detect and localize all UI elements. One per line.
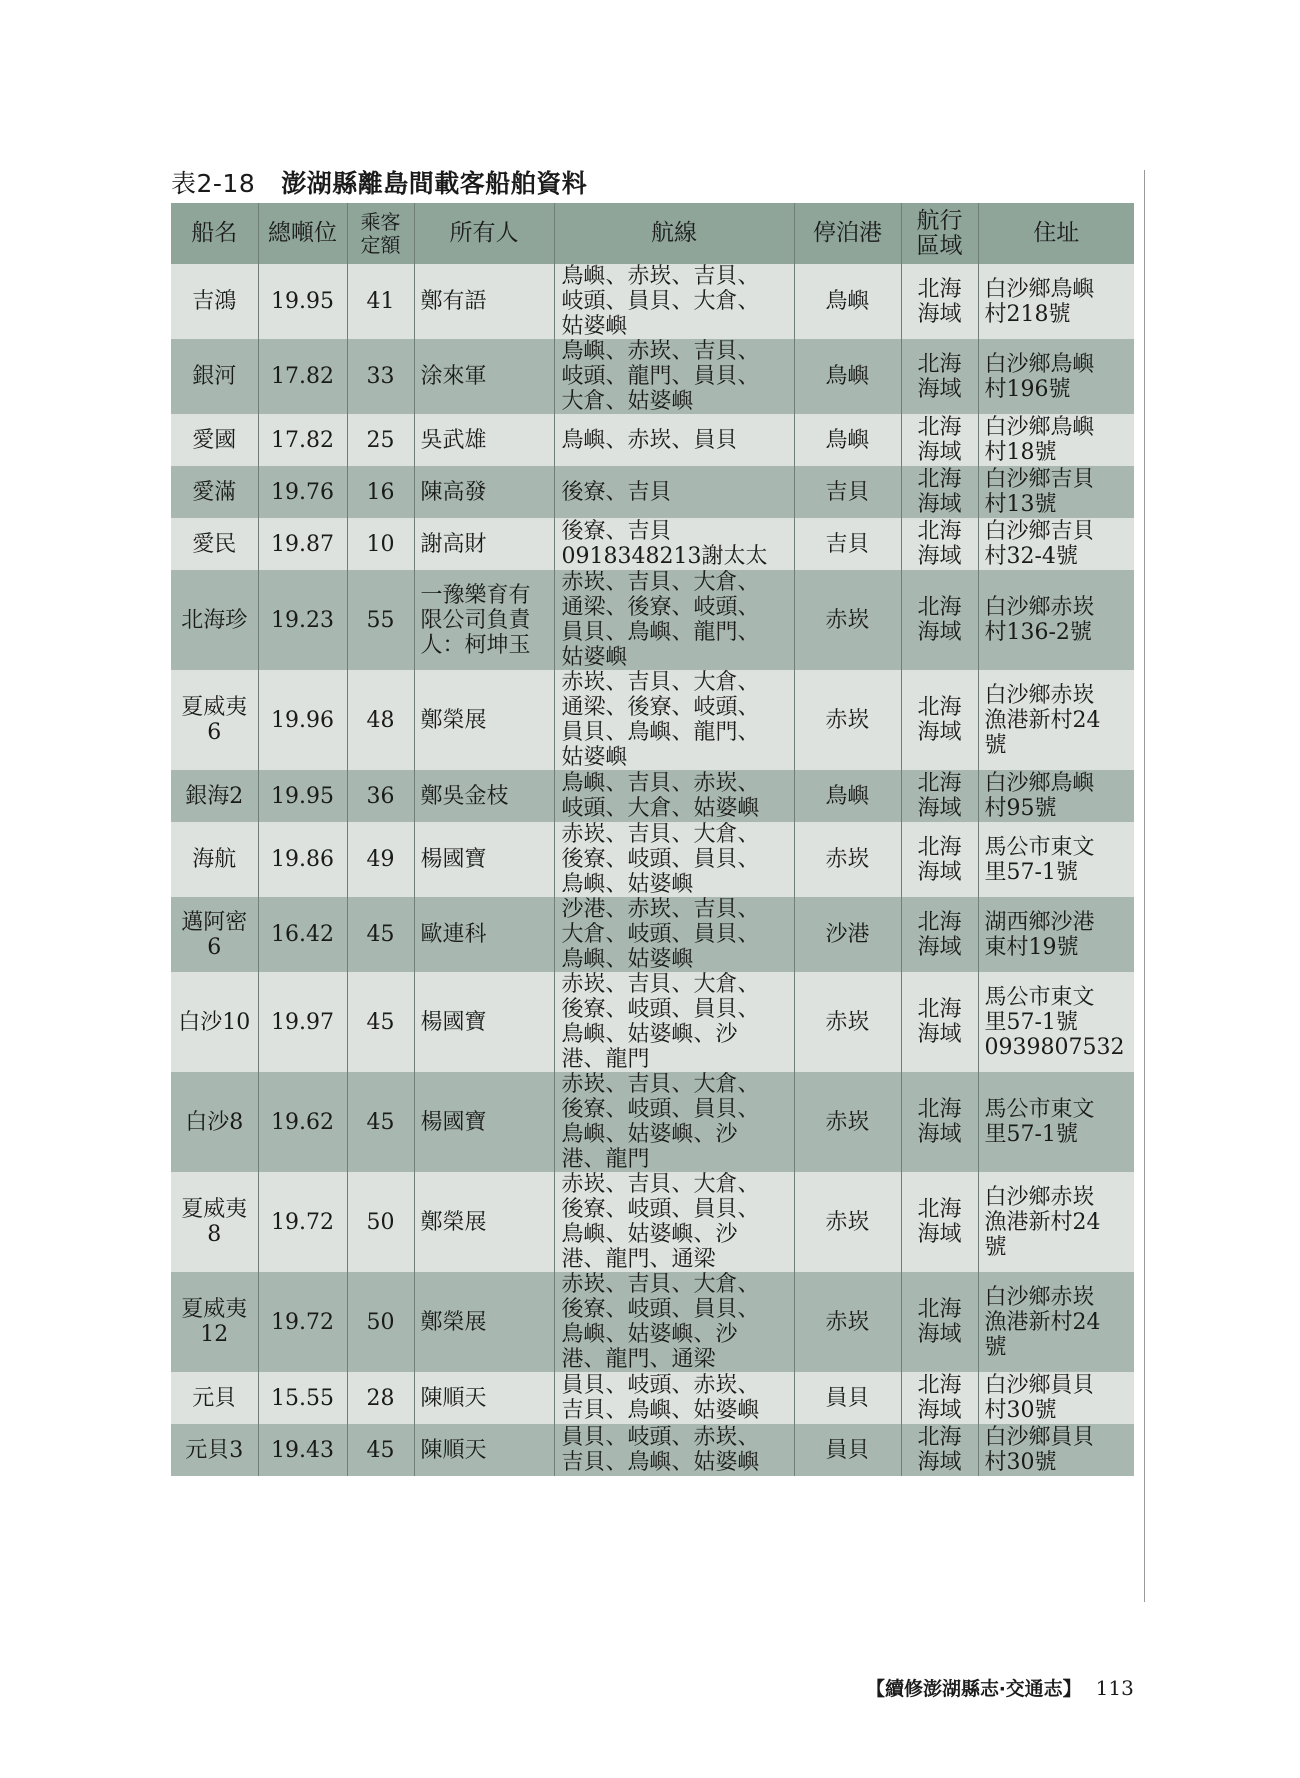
cell-name: 北海珍	[171, 570, 258, 670]
page-number: 113	[1095, 1676, 1134, 1700]
cell-address: 白沙鄉鳥嶼 村196號	[978, 339, 1134, 414]
cell-address: 白沙鄉員貝 村30號	[978, 1424, 1134, 1476]
table-row	[171, 1272, 1134, 1372]
cell-owner: 楊國寶	[414, 822, 554, 897]
cell-name: 夏威夷 8	[171, 1172, 258, 1272]
cell-capacity: 33	[347, 339, 414, 414]
cell-port: 沙港	[794, 897, 901, 972]
cell-port: 員貝	[794, 1424, 901, 1476]
cell-name: 吉鴻	[171, 264, 258, 339]
header-name: 船名	[171, 203, 258, 264]
cell-region: 北海 海域	[901, 518, 978, 570]
cell-port: 赤崁	[794, 570, 901, 670]
cell-region: 北海 海域	[901, 897, 978, 972]
cell-tonnage: 19.43	[258, 1424, 347, 1476]
cell-route: 赤崁、吉貝、大倉、 後寮、岐頭、員貝、 鳥嶼、姑婆嶼、沙 港、龍門、通梁	[554, 1272, 794, 1372]
cell-tonnage: 19.95	[258, 770, 347, 822]
cell-name: 愛國	[171, 414, 258, 466]
cell-name: 銀海2	[171, 770, 258, 822]
cell-address: 湖西鄉沙港 東村19號	[978, 897, 1134, 972]
cell-name: 白沙8	[171, 1072, 258, 1172]
cell-tonnage: 19.86	[258, 822, 347, 897]
cell-region: 北海 海域	[901, 1372, 978, 1424]
cell-tonnage: 19.72	[258, 1272, 347, 1372]
cell-address: 白沙鄉吉貝 村32-4號	[978, 518, 1134, 570]
cell-address: 白沙鄉鳥嶼 村18號	[978, 414, 1134, 466]
cell-port: 吉貝	[794, 518, 901, 570]
cell-capacity: 41	[347, 264, 414, 339]
table-row	[171, 897, 1134, 972]
cell-address: 白沙鄉鳥嶼 村95號	[978, 770, 1134, 822]
cell-route: 赤崁、吉貝、大倉、 後寮、岐頭、員貝、 鳥嶼、姑婆嶼、沙 港、龍門	[554, 1072, 794, 1172]
cell-route: 鳥嶼、赤崁、吉貝、 岐頭、龍門、員貝、 大倉、姑婆嶼	[554, 339, 794, 414]
cell-route: 員貝、岐頭、赤崁、 吉貝、鳥嶼、姑婆嶼	[554, 1372, 794, 1424]
ship-table-body	[171, 264, 1134, 1476]
table-row	[171, 414, 1134, 466]
cell-tonnage: 17.82	[258, 414, 347, 466]
cell-tonnage: 19.87	[258, 518, 347, 570]
cell-region: 北海 海域	[901, 770, 978, 822]
cell-capacity: 16	[347, 466, 414, 518]
cell-owner: 鄭榮展	[414, 670, 554, 770]
cell-capacity: 45	[347, 897, 414, 972]
cell-port: 鳥嶼	[794, 414, 901, 466]
cell-port: 鳥嶼	[794, 339, 901, 414]
cell-region: 北海 海域	[901, 1272, 978, 1372]
cell-name: 元貝	[171, 1372, 258, 1424]
cell-tonnage: 17.82	[258, 339, 347, 414]
cell-capacity: 45	[347, 972, 414, 1072]
cell-route: 後寮、吉貝 0918348213謝太太	[554, 518, 794, 570]
cell-port: 赤崁	[794, 1272, 901, 1372]
cell-owner: 一豫樂育有 限公司負責 人：柯坤玉	[414, 570, 554, 670]
cell-route: 員貝、岐頭、赤崁、 吉貝、鳥嶼、姑婆嶼	[554, 1424, 794, 1476]
cell-name: 銀河	[171, 339, 258, 414]
cell-region: 北海 海域	[901, 339, 978, 414]
cell-name: 白沙10	[171, 972, 258, 1072]
cell-address: 白沙鄉吉貝 村13號	[978, 466, 1134, 518]
cell-region: 北海 海域	[901, 1072, 978, 1172]
cell-tonnage: 19.97	[258, 972, 347, 1072]
cell-address: 馬公市東文 里57-1號	[978, 1072, 1134, 1172]
cell-capacity: 25	[347, 414, 414, 466]
cell-route: 鳥嶼、赤崁、員貝	[554, 414, 794, 466]
cell-tonnage: 19.96	[258, 670, 347, 770]
cell-capacity: 50	[347, 1172, 414, 1272]
cell-tonnage: 19.95	[258, 264, 347, 339]
cell-region: 北海 海域	[901, 670, 978, 770]
cell-capacity: 45	[347, 1072, 414, 1172]
cell-region: 北海 海域	[901, 1172, 978, 1272]
cell-owner: 陳順天	[414, 1424, 554, 1476]
cell-region: 北海 海域	[901, 570, 978, 670]
cell-address: 白沙鄉鳥嶼 村218號	[978, 264, 1134, 339]
table-row	[171, 339, 1134, 414]
header-row	[171, 203, 1134, 264]
cell-port: 赤崁	[794, 670, 901, 770]
header-route: 航線	[554, 203, 794, 264]
table-number: 表2-18	[171, 169, 256, 198]
cell-name: 夏威夷 12	[171, 1272, 258, 1372]
cell-tonnage: 19.72	[258, 1172, 347, 1272]
table-row	[171, 466, 1134, 518]
cell-name: 愛民	[171, 518, 258, 570]
table-row	[171, 1372, 1134, 1424]
table-row	[171, 822, 1134, 897]
cell-capacity: 10	[347, 518, 414, 570]
cell-port: 赤崁	[794, 822, 901, 897]
cell-region: 北海 海域	[901, 466, 978, 518]
cell-tonnage: 19.23	[258, 570, 347, 670]
cell-owner: 鄭榮展	[414, 1272, 554, 1372]
cell-owner: 涂來軍	[414, 339, 554, 414]
cell-region: 北海 海域	[901, 264, 978, 339]
cell-capacity: 48	[347, 670, 414, 770]
cell-address: 白沙鄉赤崁 漁港新村24 號	[978, 670, 1134, 770]
table-title-text: 澎湖縣離島間載客船舶資料	[281, 169, 588, 198]
header-tonnage: 總噸位	[258, 203, 347, 264]
cell-route: 後寮、吉貝	[554, 466, 794, 518]
cell-route: 沙港、赤崁、吉貝、 大倉、岐頭、員貝、 鳥嶼、姑婆嶼	[554, 897, 794, 972]
cell-name: 邁阿密 6	[171, 897, 258, 972]
header-region: 航行 區域	[901, 203, 978, 264]
cell-owner: 吳武雄	[414, 414, 554, 466]
cell-address: 白沙鄉員貝 村30號	[978, 1372, 1134, 1424]
page-footer	[866, 1674, 1134, 1701]
cell-owner: 楊國寶	[414, 1072, 554, 1172]
header-capacity: 乘客 定額	[347, 203, 414, 264]
cell-route: 赤崁、吉貝、大倉、 通梁、後寮、岐頭、 員貝、鳥嶼、龍門、 姑婆嶼	[554, 570, 794, 670]
cell-tonnage: 16.42	[258, 897, 347, 972]
table-row	[171, 518, 1134, 570]
cell-capacity: 45	[347, 1424, 414, 1476]
cell-name: 夏威夷 6	[171, 670, 258, 770]
table-row	[171, 670, 1134, 770]
cell-route: 赤崁、吉貝、大倉、 後寮、岐頭、員貝、 鳥嶼、姑婆嶼、沙 港、龍門、通梁	[554, 1172, 794, 1272]
cell-route: 赤崁、吉貝、大倉、 後寮、岐頭、員貝、 鳥嶼、姑婆嶼、沙 港、龍門	[554, 972, 794, 1072]
cell-tonnage: 19.76	[258, 466, 347, 518]
cell-address: 白沙鄉赤崁 漁港新村24 號	[978, 1172, 1134, 1272]
cell-address: 白沙鄉赤崁 村136-2號	[978, 570, 1134, 670]
cell-owner: 楊國寶	[414, 972, 554, 1072]
cell-owner: 鄭有語	[414, 264, 554, 339]
table-title	[171, 164, 587, 200]
table-row	[171, 264, 1134, 339]
cell-port: 赤崁	[794, 972, 901, 1072]
cell-owner: 鄭吳金枝	[414, 770, 554, 822]
ship-table	[171, 203, 1134, 1476]
footer-book-title: 【續修澎湖縣志‧交通志】	[866, 1678, 1082, 1700]
cell-capacity: 55	[347, 570, 414, 670]
header-owner: 所有人	[414, 203, 554, 264]
table-row	[171, 1072, 1134, 1172]
cell-owner: 陳順天	[414, 1372, 554, 1424]
table-row	[171, 972, 1134, 1072]
cell-capacity: 36	[347, 770, 414, 822]
cell-address: 馬公市東文 里57-1號 0939807532	[978, 972, 1134, 1072]
page-margin-rule	[1144, 170, 1145, 1602]
table-row	[171, 1424, 1134, 1476]
cell-name: 元貝3	[171, 1424, 258, 1476]
cell-route: 鳥嶼、吉貝、赤崁、 岐頭、大倉、姑婆嶼	[554, 770, 794, 822]
cell-route: 赤崁、吉貝、大倉、 通梁、後寮、岐頭、 員貝、鳥嶼、龍門、 姑婆嶼	[554, 670, 794, 770]
cell-owner: 歐連科	[414, 897, 554, 972]
cell-region: 北海 海域	[901, 1424, 978, 1476]
cell-port: 赤崁	[794, 1072, 901, 1172]
cell-port: 鳥嶼	[794, 264, 901, 339]
cell-port: 鳥嶼	[794, 770, 901, 822]
cell-port: 赤崁	[794, 1172, 901, 1272]
cell-capacity: 50	[347, 1272, 414, 1372]
cell-capacity: 49	[347, 822, 414, 897]
cell-tonnage: 15.55	[258, 1372, 347, 1424]
table-row	[171, 770, 1134, 822]
table-row	[171, 570, 1134, 670]
cell-owner: 謝高財	[414, 518, 554, 570]
cell-address: 白沙鄉赤崁 漁港新村24 號	[978, 1272, 1134, 1372]
cell-name: 愛滿	[171, 466, 258, 518]
header-address: 住址	[978, 203, 1134, 264]
header-port: 停泊港	[794, 203, 901, 264]
cell-port: 吉貝	[794, 466, 901, 518]
cell-route: 鳥嶼、赤崁、吉貝、 岐頭、員貝、大倉、 姑婆嶼	[554, 264, 794, 339]
cell-owner: 陳高發	[414, 466, 554, 518]
cell-name: 海航	[171, 822, 258, 897]
cell-address: 馬公市東文 里57-1號	[978, 822, 1134, 897]
cell-region: 北海 海域	[901, 822, 978, 897]
cell-tonnage: 19.62	[258, 1072, 347, 1172]
table-row	[171, 1172, 1134, 1272]
cell-capacity: 28	[347, 1372, 414, 1424]
cell-route: 赤崁、吉貝、大倉、 後寮、岐頭、員貝、 鳥嶼、姑婆嶼	[554, 822, 794, 897]
cell-owner: 鄭榮展	[414, 1172, 554, 1272]
cell-port: 員貝	[794, 1372, 901, 1424]
cell-region: 北海 海域	[901, 414, 978, 466]
cell-region: 北海 海域	[901, 972, 978, 1072]
